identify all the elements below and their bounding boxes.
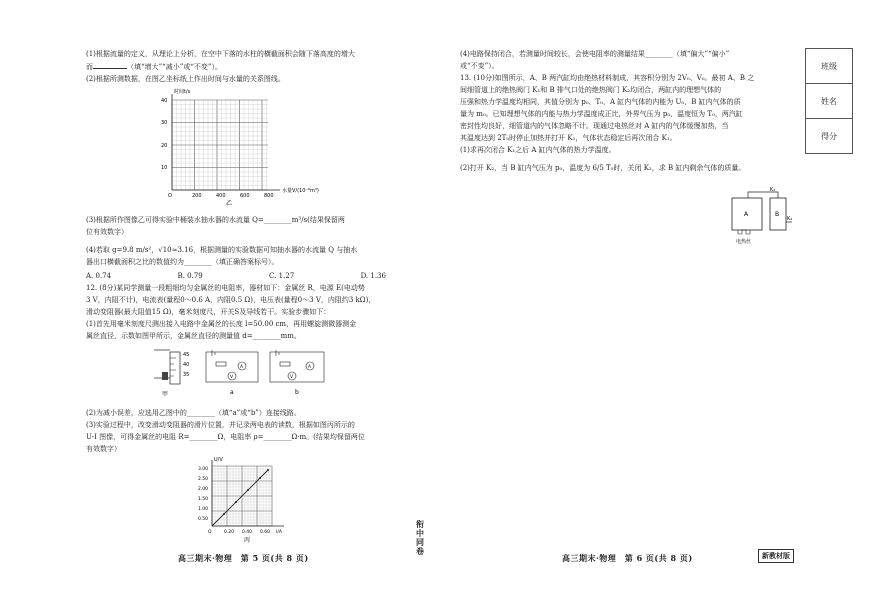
q12-line7: (3)实验过程中，改变滑动变阻器的滑片位置，并记录两电表的读数，根据如图丙所示的: [86, 421, 355, 429]
score-table: [805, 48, 853, 154]
micrometer-diagram: [154, 350, 189, 398]
options-row: [86, 270, 426, 282]
graph-yi-grid: [172, 100, 268, 190]
q13-line7: (1)求再次闭合 K₁之后 A 缸内气体的热力学温度。: [460, 146, 616, 154]
y-axis-label: U/V: [214, 457, 223, 463]
q12-line5: 属丝直径，示数如图甲所示，金属丝直径的测量值 d=________mm。: [86, 332, 301, 340]
micrometer-tick: 35: [183, 372, 190, 378]
figure-caption: 甲: [162, 391, 169, 398]
data-point: [223, 513, 225, 515]
label-b: B: [775, 211, 780, 218]
y-tick: 10: [161, 165, 168, 171]
q12-part4: (4)电路保持闭合，若测量时间较长，会使电阻率的测量结果________（填“偏大”“偏小”: [460, 50, 730, 58]
q11-part2: (2)根据所测数据，在图乙坐标纸上作出时间与水量的关系图线。: [86, 75, 285, 83]
q13-line4: 量为 m₀。已知理想气体的内能与热力学温度成正比，外界气压为 p₀，温度恒为 T₀，两汽缸: [460, 110, 743, 118]
graph-yi: [150, 86, 330, 206]
data-point: [259, 477, 261, 479]
x-axis-label: 水量V/(10⁻⁶m³): [282, 188, 319, 194]
data-point: [247, 489, 249, 491]
footer-page-5: 高三期末·物理 第 5 页(共 8 页): [178, 553, 309, 563]
y-tick: 40: [161, 98, 168, 104]
micrometer-tick: 40: [183, 362, 190, 368]
right-page: [460, 48, 800, 174]
q13-line1: 13. (10分)如图所示，A、B 两汽缸均由绝热材料制成，其容积分别为 2V₀、V₀。最初 A、B 之: [460, 74, 755, 82]
figure-caption: 丙: [244, 537, 251, 544]
q12-line2: 3 V，内阻不计)，电流表(量程0～0.6 A，内阻0.5 Ω)，电压表(量程0～3 V，内阻约3 kΩ)，: [86, 296, 376, 304]
x-tick: 200: [192, 193, 202, 199]
y-tick: 1.00: [198, 507, 209, 512]
y-tick: 30: [161, 120, 168, 126]
label-k1: K₁: [770, 187, 776, 193]
x-tick: 0.60: [260, 530, 271, 535]
q12-line1: 12. (8分)某同学测量一段粗细均匀金属丝的电阻率，器材如下：金属丝 R，电源 E(电动势: [86, 284, 365, 292]
class-field[interactable]: 班级: [806, 49, 852, 84]
y-tick: 20: [161, 143, 168, 149]
y-axis-label: 时间t/s: [174, 89, 191, 95]
q13-line6: 其温度达到 2T₀时停止加热并打开 K₁，气体状态稳定后再次闭合 K₁。: [460, 134, 677, 142]
circuit-label-b: b: [295, 389, 299, 396]
data-point: [267, 469, 269, 471]
figure-cylinders: [726, 186, 796, 246]
label-k2: K₂: [787, 216, 793, 222]
x-unit: I/A: [276, 530, 282, 535]
circuit-b-diagram: [270, 350, 324, 382]
label-heater: 电热丝: [736, 239, 752, 245]
q13-line2: 间细管道上的绝热阀门 K₁和 B 排气口处的绝热阀门 K₂均闭合，两缸内的理想气体的: [460, 86, 722, 94]
x-tick: 0.40: [242, 530, 253, 535]
x-tick: 400: [216, 193, 226, 199]
heater-wire: [738, 230, 750, 234]
figure-jia-yi: [150, 344, 340, 406]
q13-line3: 压强和热力学温度均相同，其值分别为 p₀、T₀，A 缸内气体的内能为 U₀，B 缸内气体的质: [460, 98, 741, 106]
micrometer-tick: 45: [183, 352, 190, 358]
option-b: B. 0.79: [177, 272, 203, 280]
answer-blank: [93, 60, 127, 69]
y-tick: 0.50: [198, 517, 209, 522]
y-tick: 2.50: [198, 477, 209, 482]
y-tick: 2.00: [198, 487, 209, 492]
x-tick: O: [168, 193, 172, 199]
edition-badge: 新教材版: [758, 549, 794, 563]
q13-line8: (2)打开 K₂，当 B 缸内气压为 p₀，温度为 6/5 T₀时，关闭 K₂，求 B 缸内剩余气体的质量。: [460, 164, 746, 172]
q12-part4-cont: 或“不变”）。: [460, 62, 499, 70]
y-tick: 3.00: [198, 467, 209, 472]
svg-text:A: A: [240, 365, 244, 370]
left-page-q12-cont: [86, 407, 426, 455]
left-page: [86, 48, 426, 85]
q11-part4: (4)若取 g=9.8 m/s²，√10≈3.16，根据测量的实验数据可知抽水器的水流量 Q 与抽水: [86, 246, 358, 254]
left-page-lower: [86, 214, 426, 342]
figure-caption: 乙: [226, 200, 233, 206]
q11-part4-cont: 器出口横截面积之比的数值约为________（填正确答案标号）。: [86, 258, 279, 266]
q12-line8: U-I 图像，可得金属丝的电阻 R=________Ω，电阻率 ρ=________Ω·m。(结果均保留两位: [86, 433, 365, 441]
circuit-label-a: a: [230, 389, 234, 396]
q11-part1-cont: 而 （填“增大”“减小”或“不变”）。: [86, 60, 426, 73]
q12-line9: 有效数字）: [86, 445, 121, 453]
q13-line5: 密封性均良好，细管道内的气体忽略不计。现通过电热丝对 A 缸内的气体缓慢加热，当: [460, 122, 729, 130]
option-a: A. 0.74: [86, 272, 112, 280]
graph-bing: [196, 456, 306, 544]
q11-part1: (1)根据流量的定义，从理论上分析，在空中下落的水柱的横截面积会随下落高度的增大: [86, 50, 355, 58]
q12-line3: 滑动变阻器(最大阻值15 Ω)，毫米刻度尺，开关S及导线若干。实验步骤如下：: [86, 308, 331, 316]
option-c: C. 1.27: [269, 272, 295, 280]
svg-text:V: V: [230, 375, 234, 380]
q11-part3: (3)根据所作图像乙可得实验中桶装水抽水器的水流量 Q=________m³/s(结果保留两: [86, 216, 345, 224]
data-point: [235, 501, 237, 503]
q11-part3-cont: 位有效数字）: [86, 228, 128, 236]
x-tick: O: [208, 530, 212, 535]
q12-line4: (1)首先用毫米刻度尺测出接入电路中金属丝的长度 l=50.00 cm，再用螺旋测微器测金: [86, 320, 357, 328]
label-a: A: [744, 211, 749, 218]
q12-line6: (2)为减小误差，应选用乙图中的________（填“a”或“b”）连接线路。: [86, 409, 301, 417]
option-d: D. 1.36: [360, 272, 386, 280]
score-field[interactable]: 得分: [821, 131, 837, 141]
footer-page-6: 高三期末·物理 第 6 页(共 8 页): [562, 553, 693, 563]
name-field[interactable]: 姓名: [806, 84, 852, 119]
svg-text:V: V: [290, 375, 294, 380]
y-tick: 1.50: [198, 497, 209, 502]
x-tick: 800: [264, 193, 274, 199]
seal-stamp: 衔 中 同 卷: [416, 519, 424, 556]
x-tick: 600: [240, 193, 250, 199]
svg-text:A: A: [308, 365, 312, 370]
x-tick: 0.20: [224, 530, 235, 535]
